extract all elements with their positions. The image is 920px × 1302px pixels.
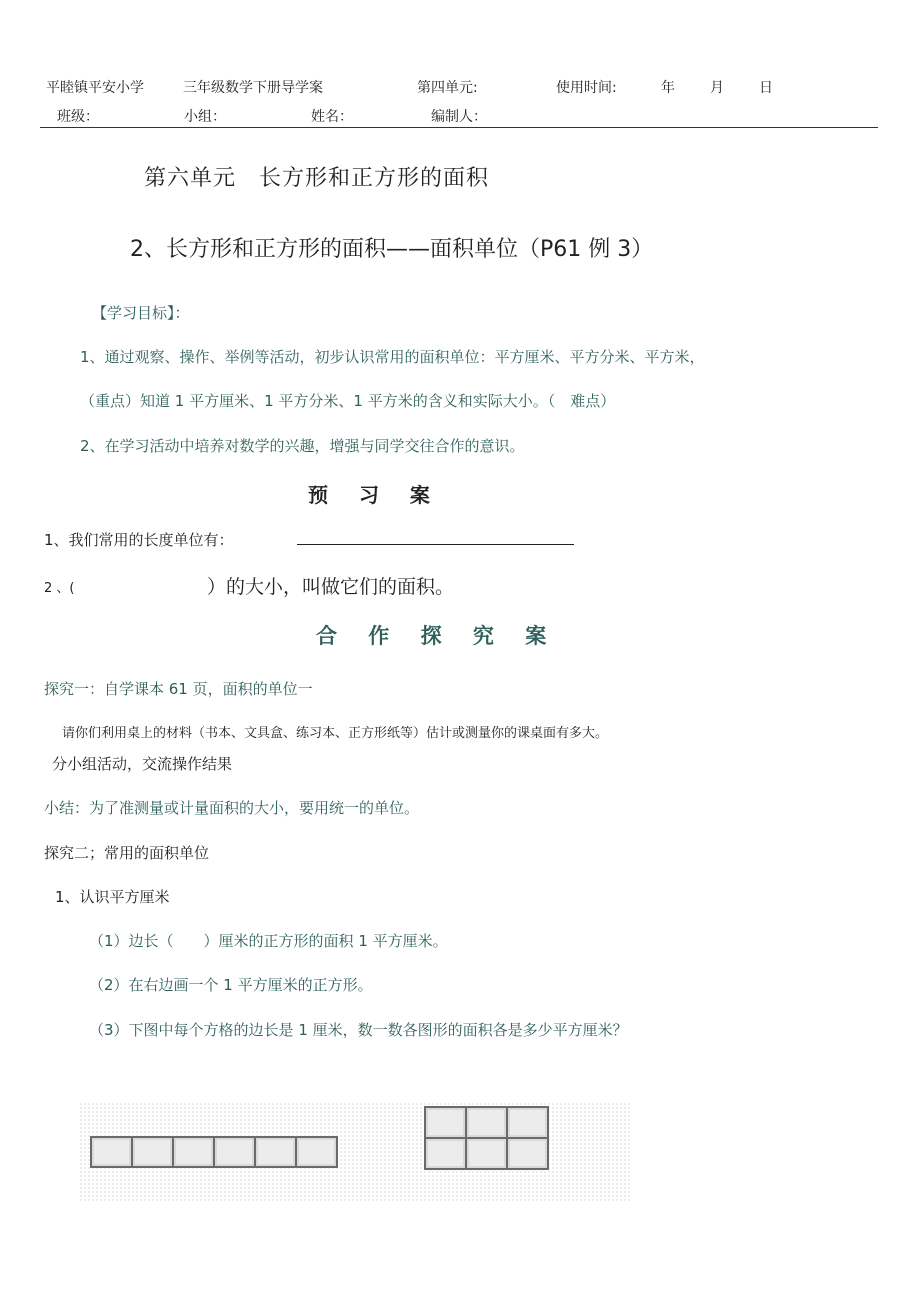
explore-heading: 合 作 探 究 案 xyxy=(316,624,559,648)
preview-heading: 预 习 案 xyxy=(308,483,442,507)
grid-cell xyxy=(424,1106,467,1139)
time-label: 使用时间: xyxy=(556,80,617,96)
grid-cell xyxy=(254,1136,297,1168)
objective-1-line-1: 1、通过观察、操作、举例等活动，初步认识常用的面积单位：平方厘米、平方分米、平方米， xyxy=(80,348,705,366)
explore-part-1-task: 请你们利用桌上的材料（书本、文具盒、练习本、正方形纸等）估计或测量你的课桌面有多大。 xyxy=(62,726,609,741)
explore-question-2: （2）在右边画一个 1 平方厘米的正方形。 xyxy=(89,976,373,994)
explore-summary: 小结：为了准测量或计量面积的大小，要用统一的单位。 xyxy=(44,799,420,817)
explore-question-3: （3）下图中每个方格的边长是 1 厘米，数一数各图形的面积各是多少平方厘米？ xyxy=(89,1021,628,1039)
grid-cell xyxy=(295,1136,338,1168)
group-label: 小组： xyxy=(184,109,226,125)
year-label: 年 xyxy=(661,80,675,96)
explore-part-2-title: 探究二；常用的面积单位 xyxy=(44,844,210,862)
lesson-title: 2、长方形和正方形的面积——面积单位（P61 例 3） xyxy=(130,237,654,262)
editor-label: 编制人： xyxy=(431,109,487,125)
month-label: 月 xyxy=(710,80,724,96)
grid-cell xyxy=(506,1137,549,1170)
explore-question-1: （1）边长（ ）厘米的正方形的面积 1 平方厘米。 xyxy=(89,932,448,950)
objective-2: 2、在学习活动中培养对数学的兴趣，增强与同学交往合作的意识。 xyxy=(80,437,525,455)
answer-blank-line xyxy=(297,544,574,545)
objectives-heading: 【学习目标】： xyxy=(92,304,190,322)
course-name: 三年级数学下册导学案 xyxy=(183,80,323,96)
class-label: 班级： xyxy=(57,109,99,125)
explore-part-1-title: 探究一：自学课本 61 页，面积的单位一 xyxy=(44,680,313,698)
preview-question-1: 1、我们常用的长度单位有： xyxy=(44,531,234,549)
grid-cell xyxy=(90,1136,133,1168)
grid-cell xyxy=(213,1136,256,1168)
unit-title: 第六单元 长方形和正方形的面积 xyxy=(144,166,490,191)
preview-question-2-suffix: ）的大小，叫做它们的面积。 xyxy=(207,576,455,598)
grid-cell xyxy=(465,1137,508,1170)
grid-cell xyxy=(424,1137,467,1170)
objective-1-line-2: （重点）知道 1 平方厘米、1 平方分米、1 平方米的含义和实际大小。（ 难点） xyxy=(80,392,616,410)
header-divider xyxy=(40,127,878,128)
grid-cell xyxy=(465,1106,508,1139)
preview-question-2-prefix: 2 、( xyxy=(44,581,75,596)
day-label: 日 xyxy=(759,80,773,96)
name-label: 姓名： xyxy=(311,109,353,125)
grid-cell xyxy=(506,1106,549,1139)
grid-cell xyxy=(131,1136,174,1168)
explore-part-1-activity: 分小组活动，交流操作结果 xyxy=(52,755,233,773)
explore-sub-1-title: 1、认识平方厘米 xyxy=(55,888,170,906)
grid-cell xyxy=(172,1136,215,1168)
unit-label: 第四单元: xyxy=(417,80,478,96)
school-name: 平睦镇平安小学 xyxy=(46,80,144,96)
